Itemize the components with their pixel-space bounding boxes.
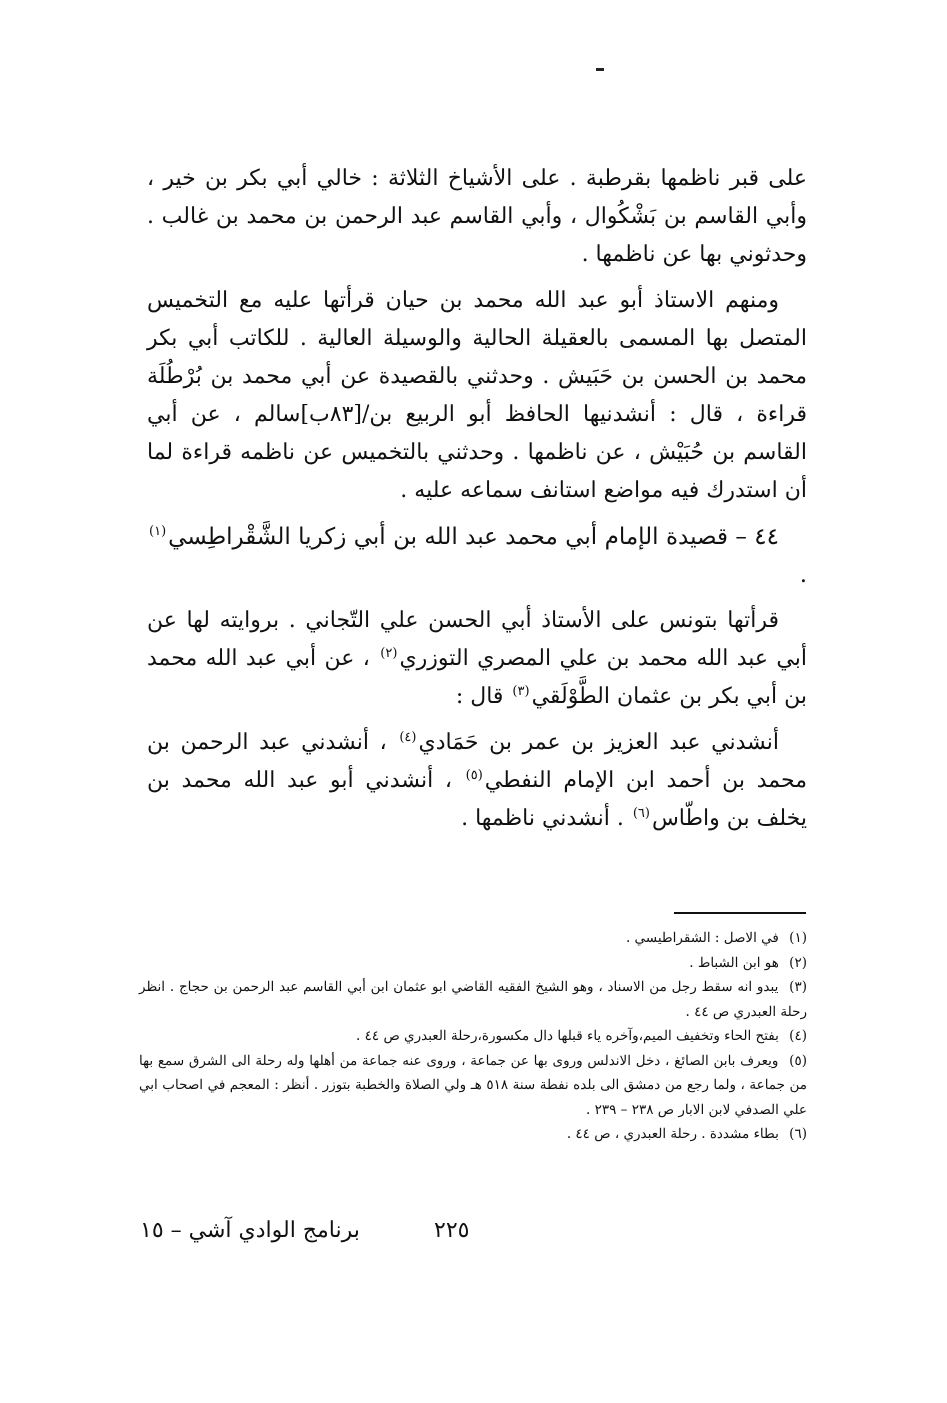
page-number: ٢٢٥ xyxy=(434,1218,470,1243)
footnote-number: (٦) xyxy=(789,1126,807,1142)
footnote-text: ويعرف بابن الصائغ ، دخل الاندلس وروى بها عن جماعة ، وروى عنه جماعة من أهلها وله رحلة الى الشرق سمع بها من جماعة ، ولما رجع من دمشق الى بلده نفطة سنة ٥١٨ هـ ولي الصلاة والخطبة بتوزر . أنظر : المعجم في اصحاب ابي علي الصدفي لابن الابار ص ٢٣٨ – ٢٣٩ . xyxy=(139,1052,807,1118)
footnote-reference: (١) xyxy=(149,524,167,540)
paragraph xyxy=(147,602,807,716)
page-footer xyxy=(140,1218,808,1252)
text-segment: ٤٤ – قصيدة الإمام أبي محمد عبد الله بن أبي زكريا الشَّقْراطِسي xyxy=(168,524,779,550)
running-footer-title: برنامج الوادي آشي – ١٥ xyxy=(140,1218,360,1243)
footnote-text: بطاء مشددة . رحلة العبدري ، ص ٤٤ . xyxy=(566,1126,779,1142)
footnote xyxy=(139,1122,807,1147)
footnote-text: يبدو انه سقط رجل من الاسناد ، وهو الشيخ الفقيه القاضي ابو عثمان ابن أبي القاسم عبد الرحمن بن حجاج . انظر رحلة العبدري ص ٤٤ . xyxy=(139,979,807,1020)
text-segment: قرأتها بتونس على الأستاذ أبي الحسن علي التّجاني . بروايته لها عن أبي عبد الله محمد بن علي المصري التوزري xyxy=(147,608,808,671)
footnote-reference: (٤) xyxy=(399,729,417,745)
text-segment: . xyxy=(799,562,807,588)
footnote-reference: (٢) xyxy=(380,645,398,661)
footnote-number: (٢) xyxy=(789,954,807,971)
footnote-reference: (٦) xyxy=(632,805,650,821)
footnote-separator xyxy=(674,912,806,914)
footnote xyxy=(139,975,807,1024)
footnotes xyxy=(139,926,807,1147)
footnote-number: (٤) xyxy=(789,1028,807,1044)
paragraph xyxy=(147,282,807,510)
main-text xyxy=(147,160,807,846)
footnote-text: بفتح الحاء وتخفيف الميم،وآخره ياء قبلها دال مكسورة،رحلة العبدري ص ٤٤ . xyxy=(356,1028,779,1044)
text-segment: ، أنشدني أبو عبد الله محمد بن يخلف بن واطّاس xyxy=(147,768,807,831)
footnote-number: (١) xyxy=(789,930,807,946)
footnote-number: (٥) xyxy=(789,1052,807,1069)
footnote-text: في الاصل : الشقراطيسي . xyxy=(625,930,779,946)
paragraph xyxy=(147,160,807,274)
paragraph xyxy=(147,724,807,838)
footnote xyxy=(139,926,807,951)
page-mark xyxy=(596,68,604,71)
text-segment: ، عن أبي عبد الله محمد بن أبي بكر بن عثمان الطَّوْلَقي xyxy=(147,646,807,709)
footnote-reference: (٥) xyxy=(465,767,483,783)
text-segment: أنشدني عبد العزيز بن عمر بن حَمَادي xyxy=(418,730,780,755)
footnote-reference: (٣) xyxy=(512,683,530,699)
footnote-number: (٣) xyxy=(789,979,807,995)
text-segment: ، أنشدني عبد الرحمن بن محمد بن أحمد ابن الإمام النفطي xyxy=(147,730,807,793)
section-heading xyxy=(147,518,807,594)
text-segment: ومنهم الاستاذ أبو عبد الله محمد بن حيان قرأتها عليه مع التخميس المتصل بها المسمى بالعقيلة الحالية والوسيلة العالية . للكاتب أبي بكر محمد بن الحسن بن حَبَيش . وحدثني بالقصيدة عن أبي محمد بن بُرْطُلَة قراءة ، قال : أنشدنيها الحافظ أبو الربيع بن/[٨٣ب]سالم ، عن أبي القاسم بن حُبَيْش ، عن ناظمها . وحدثني بالتخميس عن ناظمه قراءة لما أن استدرك فيه مواضع استانف سماعه عليه . xyxy=(147,288,807,503)
text-segment: قال : xyxy=(455,684,511,709)
footnote-text: هو ابن الشباط . xyxy=(689,954,779,971)
footnote xyxy=(139,1024,807,1049)
footnote xyxy=(139,1049,807,1123)
footnote xyxy=(139,951,807,976)
text-segment: على قبر ناظمها بقرطبة . على الأشياخ الثلاثة : خالي أبي بكر بن خير ، وأبي القاسم بن بَشْكُوال ، وأبي القاسم عبد الرحمن بن محمد بن غالب . وحدثوني بها عن ناظمها . xyxy=(147,166,807,267)
text-segment: . أنشدني ناظمها . xyxy=(461,806,631,831)
